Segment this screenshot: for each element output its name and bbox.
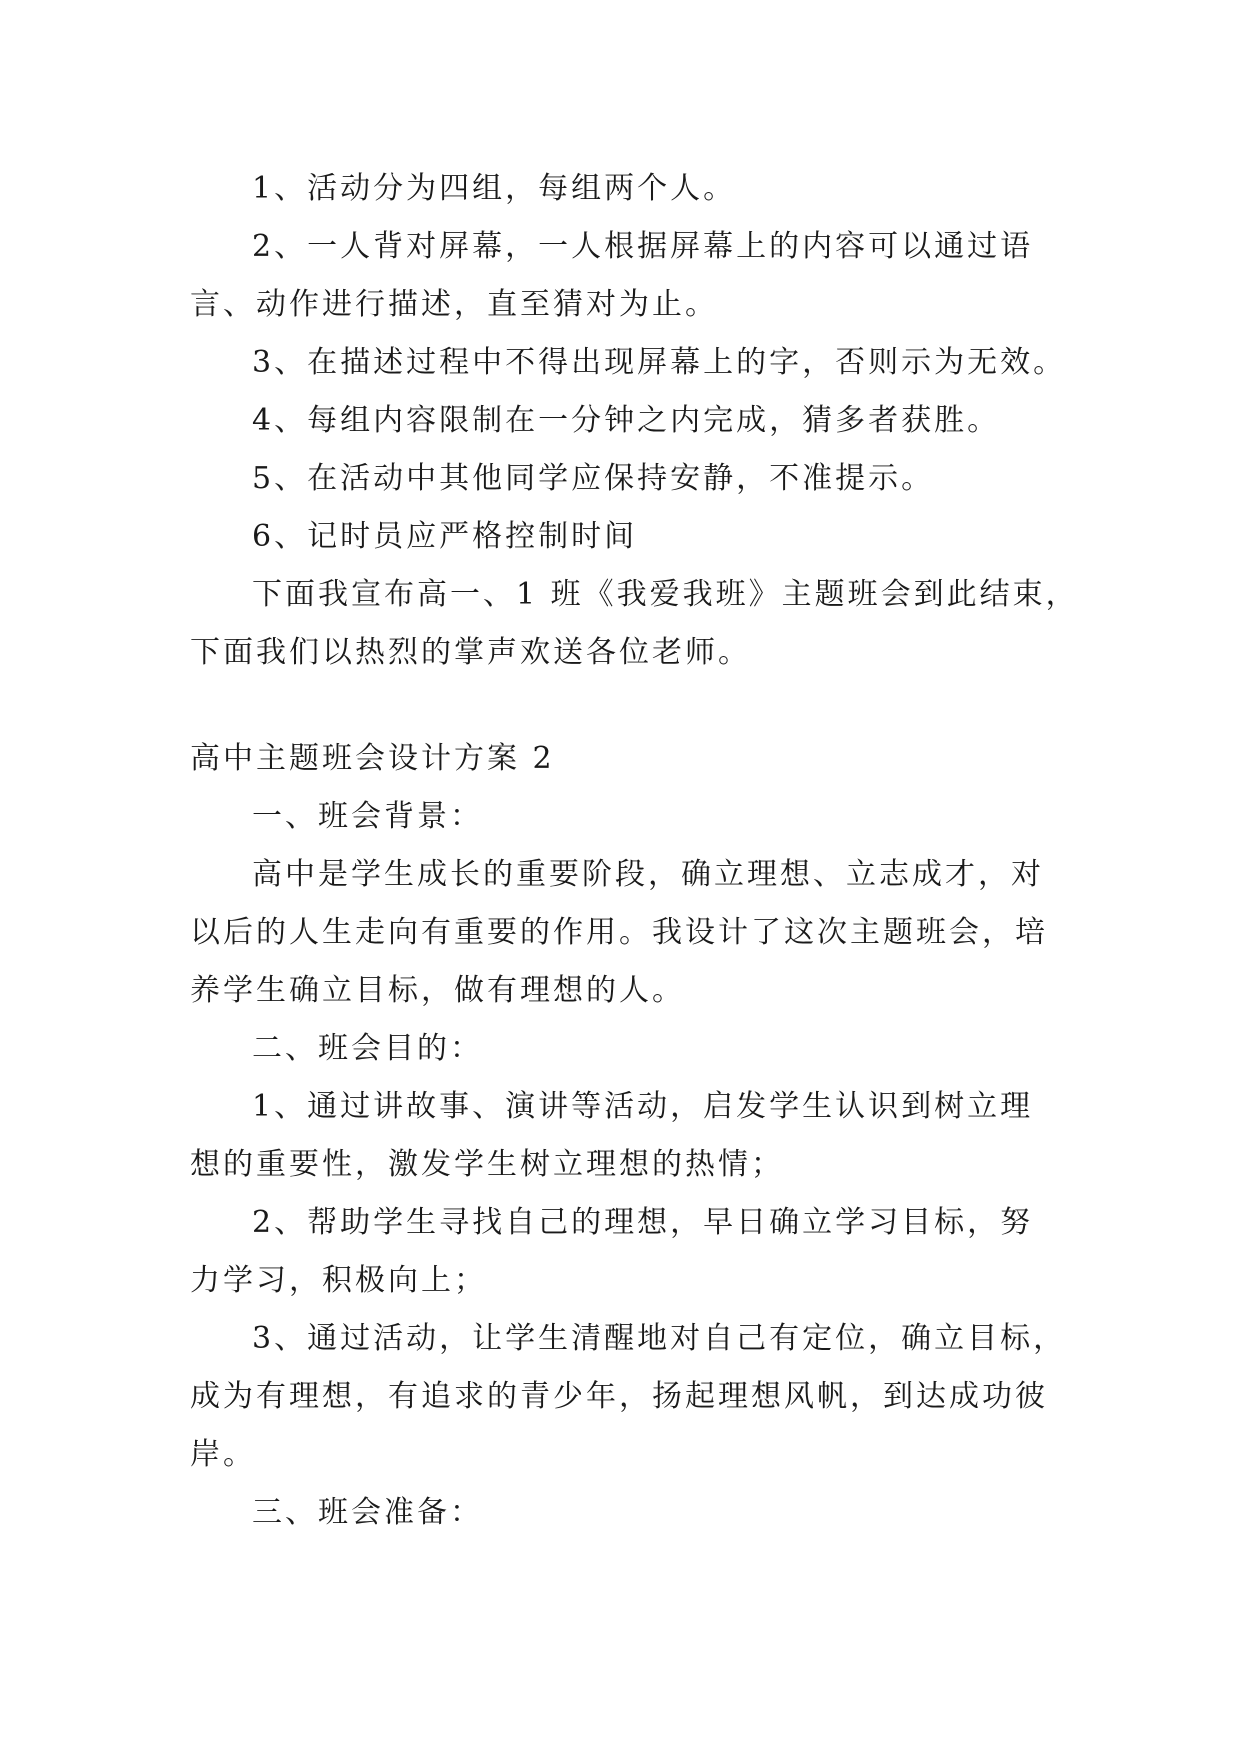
goal-3-line-3: 岸。 — [190, 1437, 256, 1472]
closing-line-1: 下面我宣布高一、1 班《我爱我班》主题班会到此结束， — [252, 577, 1079, 612]
goal-2-line-2: 力学习，积极向上； — [190, 1263, 487, 1298]
goal-1-line-2: 想的重要性，激发学生树立理想的热情； — [190, 1147, 784, 1182]
goal-heading: 二、班会目的： — [252, 1031, 483, 1066]
rule-4: 4、每组内容限制在一分钟之内完成，猜多者获胜。 — [252, 403, 1001, 438]
closing-line-2: 下面我们以热烈的掌声欢送各位老师。 — [190, 635, 751, 670]
rule-2-line-1: 2、一人背对屏幕，一人根据屏幕上的内容可以通过语 — [252, 229, 1034, 264]
goal-3-line-2: 成为有理想，有追求的青少年，扬起理想风帆，到达成功彼 — [190, 1379, 1048, 1414]
background-heading: 一、班会背景： — [252, 799, 483, 834]
background-line-3: 养学生确立目标，做有理想的人。 — [190, 973, 685, 1008]
goal-3-line-1: 3、通过活动，让学生清醒地对自己有定位，确立目标， — [252, 1321, 1067, 1356]
rule-6: 6、记时员应严格控制时间 — [252, 519, 638, 554]
prep-heading: 三、班会准备： — [252, 1495, 483, 1530]
document-page — [190, 160, 1079, 1542]
background-line-2: 以后的人生走向有重要的作用。我设计了这次主题班会，培 — [190, 915, 1048, 950]
rule-3: 3、在描述过程中不得出现屏幕上的字，否则示为无效。 — [252, 345, 1067, 380]
goal-2-line-1: 2、帮助学生寻找自己的理想，早日确立学习目标，努 — [252, 1205, 1034, 1240]
rule-2-line-2: 言、动作进行描述，直至猜对为止。 — [190, 287, 718, 322]
rule-1: 1、活动分为四组，每组两个人。 — [252, 171, 737, 206]
plan-2-title: 高中主题班会设计方案 2 — [190, 741, 555, 776]
goal-1-line-1: 1、通过讲故事、演讲等活动，启发学生认识到树立理 — [252, 1089, 1034, 1124]
background-line-1: 高中是学生成长的重要阶段，确立理想、立志成才，对 — [252, 857, 1044, 892]
rule-5: 5、在活动中其他同学应保持安静，不准提示。 — [252, 461, 935, 496]
